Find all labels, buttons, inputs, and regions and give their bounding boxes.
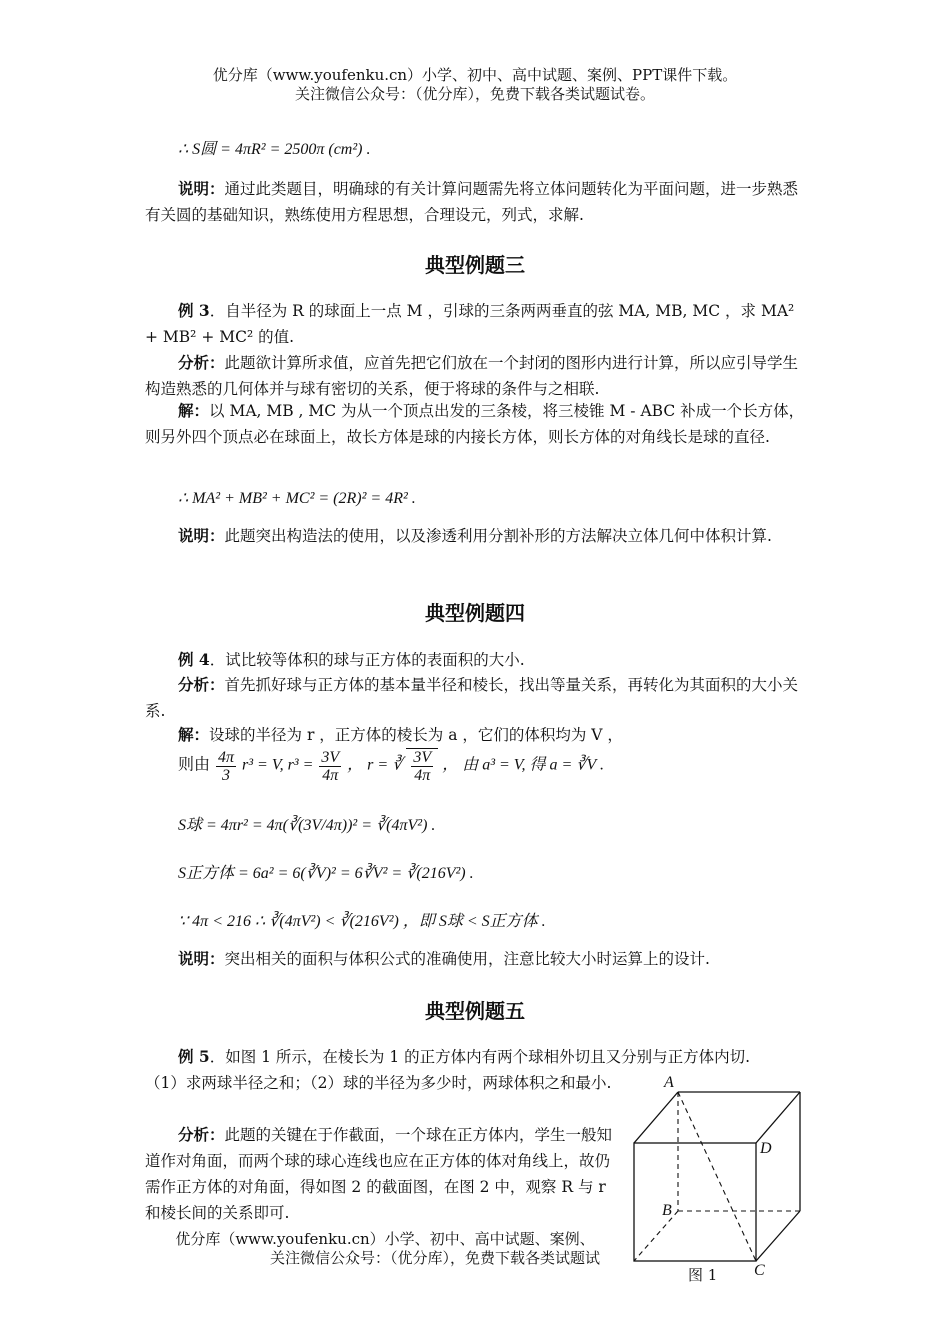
sec4-formula-4: ∵ 4π < 216 ∴ ∛(4πV²) < ∛(216V²) ，即 S球 < S正方体 . bbox=[178, 913, 546, 930]
footer-line-2: 关注微信公众号：（优分库），免费下载各类试题试 bbox=[269, 1249, 600, 1267]
sec4-solution bbox=[145, 722, 805, 748]
radical bbox=[406, 748, 438, 784]
frac-4pi-over-3 bbox=[216, 749, 236, 784]
sec3-analysis-text: 此题欲计算所求值，应首先把它们放在一个封闭的图形内进行计算，所以应引导学生构造熟悉的几何体并与球有密切的关系，便于将球的条件与之相联. bbox=[145, 354, 799, 398]
sec4-example bbox=[145, 647, 805, 673]
sec4-sol-text: 设球的半径为 r ，正方体的棱长为 a ，它们的体积均为 V ， bbox=[209, 726, 623, 744]
sec3-solution bbox=[145, 398, 805, 450]
sec5-example bbox=[145, 1044, 805, 1070]
sec4-note bbox=[145, 946, 805, 972]
sec4-ex-label: 例 4 bbox=[178, 650, 210, 669]
sec2-note-text: 通过此类题目，明确球的有关计算问题需先将立体问题转化为平面问题，进一步熟悉有关圆的基础知识，熟练使用方程思想，合理设元，列式，求解. bbox=[145, 180, 799, 224]
sec3-sol-label: 解： bbox=[178, 401, 210, 420]
sec2-note bbox=[145, 176, 805, 228]
sec3-formula: ∴ MA² + MB² + MC² = (2R)² = 4R² . bbox=[178, 490, 416, 507]
label-a: A bbox=[664, 1075, 674, 1091]
f1-prefix: 则由 bbox=[178, 756, 211, 774]
sec4-formula-3: S正方体 = 6a² = 6(∛V)² = 6∛V² = ∛(216V²) . bbox=[178, 865, 474, 882]
sec5-ex-label: 例 5 bbox=[178, 1047, 210, 1066]
edge-top-right bbox=[756, 1092, 800, 1143]
f1-den2: 4π bbox=[322, 766, 339, 784]
footer-line-1: 优分库（www.youfenku.cn）小学、初中、高中试题、案例、 bbox=[175, 1230, 595, 1248]
f1-num: 4π bbox=[218, 748, 235, 766]
sec4-formula-1 bbox=[178, 748, 604, 784]
sec3-note-label: 说明： bbox=[178, 526, 225, 545]
sec4-title: 典型例题四 bbox=[425, 601, 525, 625]
sec4-analysis-label: 分析： bbox=[178, 675, 225, 694]
sec3-ex-label: 例 3 bbox=[178, 301, 210, 320]
sec4-note-label: 说明： bbox=[178, 949, 225, 968]
frac-3v-over-4pi-2 bbox=[411, 749, 433, 784]
sec3-note-text: 此题突出构造法的使用，以及渗透利用分割补形的方法解决立体几何中体积计算. bbox=[224, 527, 772, 545]
sec4-sol-label: 解： bbox=[178, 725, 210, 744]
sec2-note-label: 说明： bbox=[178, 179, 225, 198]
sec5-analysis bbox=[145, 1122, 620, 1226]
sec5-analysis-label: 分析： bbox=[178, 1125, 225, 1144]
sec5-title: 典型例题五 bbox=[425, 999, 525, 1023]
header-line-1: 优分库（www.youfenku.cn）小学、初中、高中试题、案例、PPT课件下载。 bbox=[212, 66, 738, 84]
frac-3v-over-4pi bbox=[319, 749, 341, 784]
header-line-2: 关注微信公众号：（优分库），免费下载各类试题试卷。 bbox=[294, 85, 655, 103]
label-c: C bbox=[754, 1262, 765, 1279]
sec2-formula: ∴ S圆 = 4πR² = 2500π (cm²) . bbox=[178, 141, 371, 158]
label-b: B bbox=[662, 1202, 672, 1219]
sec3-example bbox=[145, 298, 805, 350]
f1-tail: ， 由 a³ = V, 得 a = ∛V . bbox=[442, 756, 604, 774]
sec5-questions: （1）求两球半径之和；（2）球的半径为多少时，两球体积之和最小. bbox=[145, 1074, 612, 1092]
sec3-ex-text: ．自半径为 R 的球面上一点 M ，引球的三条两两垂直的弦 MA, MB, MC ，求 MA² + MB² + MC² 的值. bbox=[145, 302, 795, 346]
sec3-note bbox=[145, 523, 805, 549]
sec3-title: 典型例题三 bbox=[425, 253, 525, 277]
sec4-analysis-text: 首先抓好球与正方体的基本量半径和棱长，找出等量关系，再转化为其面积的大小关系. bbox=[145, 676, 799, 720]
edge-top-left bbox=[634, 1092, 678, 1143]
f1-den3: 4π bbox=[414, 767, 431, 784]
sec3-analysis-label: 分析： bbox=[178, 353, 225, 372]
sec4-analysis bbox=[145, 672, 805, 724]
f1-mid: r³ = V, r³ = bbox=[242, 756, 314, 774]
f1-cbrt: ， r = ∛ bbox=[347, 756, 403, 774]
f1-den: 3 bbox=[222, 766, 231, 784]
sec4-ex-text: ．试比较等体积的球与正方体的表面积的大小. bbox=[209, 651, 525, 669]
sec4-note-text: 突出相关的面积与体积公式的准确使用，注意比较大小时运算上的设计. bbox=[224, 950, 710, 968]
sec5-ex-text: ．如图 1 所示，在棱长为 1 的正方体内有两个球相外切且又分别与正方体内切. bbox=[209, 1048, 751, 1066]
f1-num3: 3V bbox=[413, 749, 432, 766]
figure-caption: 图 1 bbox=[688, 1266, 718, 1284]
sec3-sol-text: 以 MA, MB , MC 为从一个顶点出发的三条棱，将三棱锥 M - ABC 补成一个长方体，则另外四个顶点必在球面上，故长方体是球的内接长方体，则长方体的对角线长是球的直径. bbox=[145, 402, 805, 446]
sec3-analysis bbox=[145, 350, 805, 402]
f1-num2: 3V bbox=[321, 748, 340, 766]
sec4-formula-2: S球 = 4πr² = 4π(∛(3V/4π))² = ∛(4πV²) . bbox=[178, 817, 436, 834]
label-d: D bbox=[760, 1140, 772, 1157]
sec5-analysis-text: 此题的关键在于作截面，一个球在正方体内，学生一般知道作对角面，而两个球的球心连线也应在正方体的体对角线上，故仍需作正方体的对角面，得如图 2 的截面图，在图 2 中，观察 R 与 r 和棱长间的关系即可. bbox=[145, 1126, 613, 1222]
